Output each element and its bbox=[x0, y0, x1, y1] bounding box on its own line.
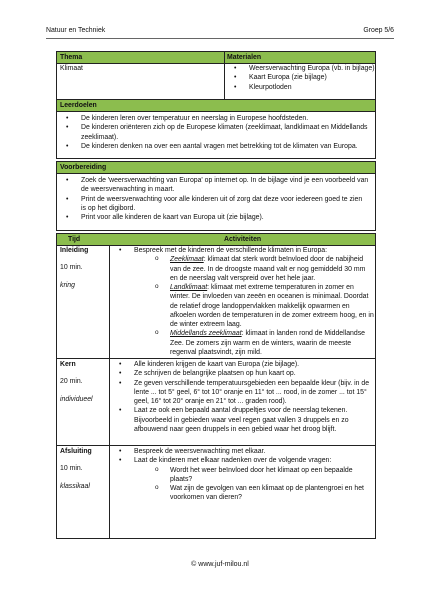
kern-item: • Alle kinderen krijgen de kaart van Europa (zie bijlage). bbox=[110, 360, 374, 369]
materialen-cell bbox=[224, 63, 376, 100]
leerdoelen-title: Leerdoelen bbox=[57, 100, 375, 112]
afsluiting-item-text: Laat de kinderen met elkaar nadenken over de volgende vragen: bbox=[134, 457, 332, 465]
activities-header-row bbox=[57, 234, 375, 246]
inleiding-item bbox=[110, 246, 374, 357]
leerdoelen-list bbox=[57, 112, 375, 151]
question-item: o Wat zijn de gevolgen van een klimaat op de plantengroei en het voorkomen van dieren? bbox=[146, 484, 374, 503]
inleiding-intro: Bespreek met de kinderen de verschillende klimaten in Europa: bbox=[134, 247, 328, 254]
row-divider bbox=[57, 445, 375, 446]
inleiding-form: kring bbox=[60, 281, 75, 289]
climate-term: Middellands zeeklimaat bbox=[170, 330, 242, 338]
question-item: o Wordt het weer beïnvloed door het klimaat op een bepaalde plaats? bbox=[146, 466, 374, 485]
row-divider bbox=[57, 358, 375, 359]
climate-description: : klimaat met extreme temperaturen in zomer en winter. De invloeden van zeeën en oceanen is minimaal. Doordat de relatief droge landoppervlakken makkelijk opwarmen en afkoelen worden de temperaturen in de zomer extreem hoog, en in de winter extreem laag. bbox=[170, 284, 374, 328]
afsluiting-time-cell bbox=[60, 447, 108, 491]
voorbereiding-item: • Print de weersverwachting voor alle kinderen uit of zorg dat deze voor iedereen goed te zien is op het digibord. bbox=[57, 195, 369, 214]
thema-cell bbox=[60, 64, 220, 73]
afsluiting-time: 10 min. bbox=[60, 465, 83, 473]
inleiding-label: Inleiding bbox=[60, 247, 89, 254]
kern-time-cell bbox=[60, 360, 108, 404]
climate-list bbox=[146, 255, 374, 357]
material-item: • Kleurpotloden bbox=[225, 83, 376, 92]
afsluiting-item: • Bespreek de weersverwachting met elkaar. bbox=[110, 447, 374, 456]
leerdoel-item: • De kinderen leren over temperatuur en neerslag in Europese hoofdsteden. bbox=[57, 114, 369, 123]
inleiding-time-cell bbox=[60, 246, 108, 290]
inleiding-activities bbox=[110, 246, 374, 357]
climate-item bbox=[146, 329, 374, 357]
group-label: Groep 5/6 bbox=[363, 27, 394, 34]
page-footer: © www.juf-milou.nl bbox=[191, 561, 249, 568]
page-header bbox=[46, 26, 394, 38]
climate-item bbox=[146, 255, 374, 283]
voorbereiding-item: • Print voor alle kinderen de kaart van Europa uit (zie bijlage). bbox=[57, 213, 369, 222]
thema-header: Thema bbox=[60, 54, 83, 61]
climate-term: Zeeklimaat bbox=[170, 256, 204, 264]
material-item: • Weersverwachting Europa (vb. in bijlage) bbox=[225, 64, 376, 73]
material-item: • Kaart Europa (zie bijlage) bbox=[225, 73, 376, 82]
voorbereiding-title: Voorbereiding bbox=[57, 162, 375, 174]
activities-table bbox=[56, 233, 376, 539]
voorbereiding-item: • Zoek de 'weersverwachting van Europa' op internet op. In de bijlage vind je een voorbeeld van de weersverwachting in maart. bbox=[57, 176, 369, 195]
voorbereiding-list bbox=[57, 174, 375, 222]
kern-label: Kern bbox=[60, 361, 76, 368]
materials-list bbox=[225, 64, 376, 92]
kern-item: • Ze schrijven de belangrijke plaatsen op hun kaart op. bbox=[110, 369, 374, 378]
inleiding-list bbox=[110, 246, 374, 357]
question-list bbox=[146, 466, 374, 503]
materialen-header: Materialen bbox=[227, 54, 262, 61]
kern-activities bbox=[110, 360, 374, 434]
afsluiting-item bbox=[110, 456, 374, 502]
afsluiting-activities bbox=[110, 447, 374, 503]
kern-item: • Ze geven verschillende temperatuursgebieden een bepaalde kleur (bijv. in de lente ... tot 5° geel, 6° tot 10° oranje en 11° tot ... rood, in de zomer ... tot 15° geel, 16° tot 20° oranje en 21° tot ... graden rood). bbox=[110, 379, 374, 407]
kern-list bbox=[110, 360, 374, 434]
leerdoelen-section bbox=[56, 99, 376, 159]
inleiding-time: 10 min. bbox=[60, 264, 83, 272]
activiteiten-header: Activiteiten bbox=[224, 236, 262, 243]
climate-term: Landklimaat bbox=[170, 284, 208, 291]
afsluiting-list bbox=[110, 447, 374, 503]
leerdoel-item: • De kinderen oriënteren zich op de Europese klimaten (zeeklimaat, landklimaat en Middellands zeeklimaat). bbox=[57, 123, 369, 142]
kern-item: • Laat ze ook een bepaald aantal druppeltjes voor de neerslag tekenen. Bijvoorbeeld in gebieden waar veel regen gaat vallen 3 druppels en zo afbouwend naar geen druppels in een gebied waar het droog blijft. bbox=[110, 406, 374, 434]
kern-time: 20 min. bbox=[60, 378, 83, 386]
subject-label: Natuur en Techniek bbox=[46, 27, 106, 34]
climate-description: : klimaat in landen rond de Middellandse Zee. De zomers zijn warm en de winters, waarin de meeste regenval plaatsvindt, zijn mild. bbox=[170, 330, 365, 356]
voorbereiding-section bbox=[56, 161, 376, 231]
thema-value: Klimaat bbox=[60, 65, 83, 72]
tijd-header: Tijd bbox=[68, 236, 81, 243]
climate-item bbox=[146, 283, 374, 329]
top-table bbox=[56, 51, 376, 100]
kern-form: individueel bbox=[60, 395, 93, 403]
header-divider bbox=[46, 38, 394, 39]
climate-description: : klimaat dat sterk wordt beïnvloed door de nabijheid van de zee. In de droogste maand valt er nog gemiddeld 30 mm en de neerslag valt verspreid over het hele jaar. bbox=[170, 256, 366, 282]
afsluiting-form: klassikaal bbox=[60, 482, 90, 490]
afsluiting-label: Afsluiting bbox=[60, 448, 92, 455]
leerdoel-item: • De kinderen denken na over een aantal vragen met betrekking tot de klimaten van Europa. bbox=[57, 142, 369, 151]
